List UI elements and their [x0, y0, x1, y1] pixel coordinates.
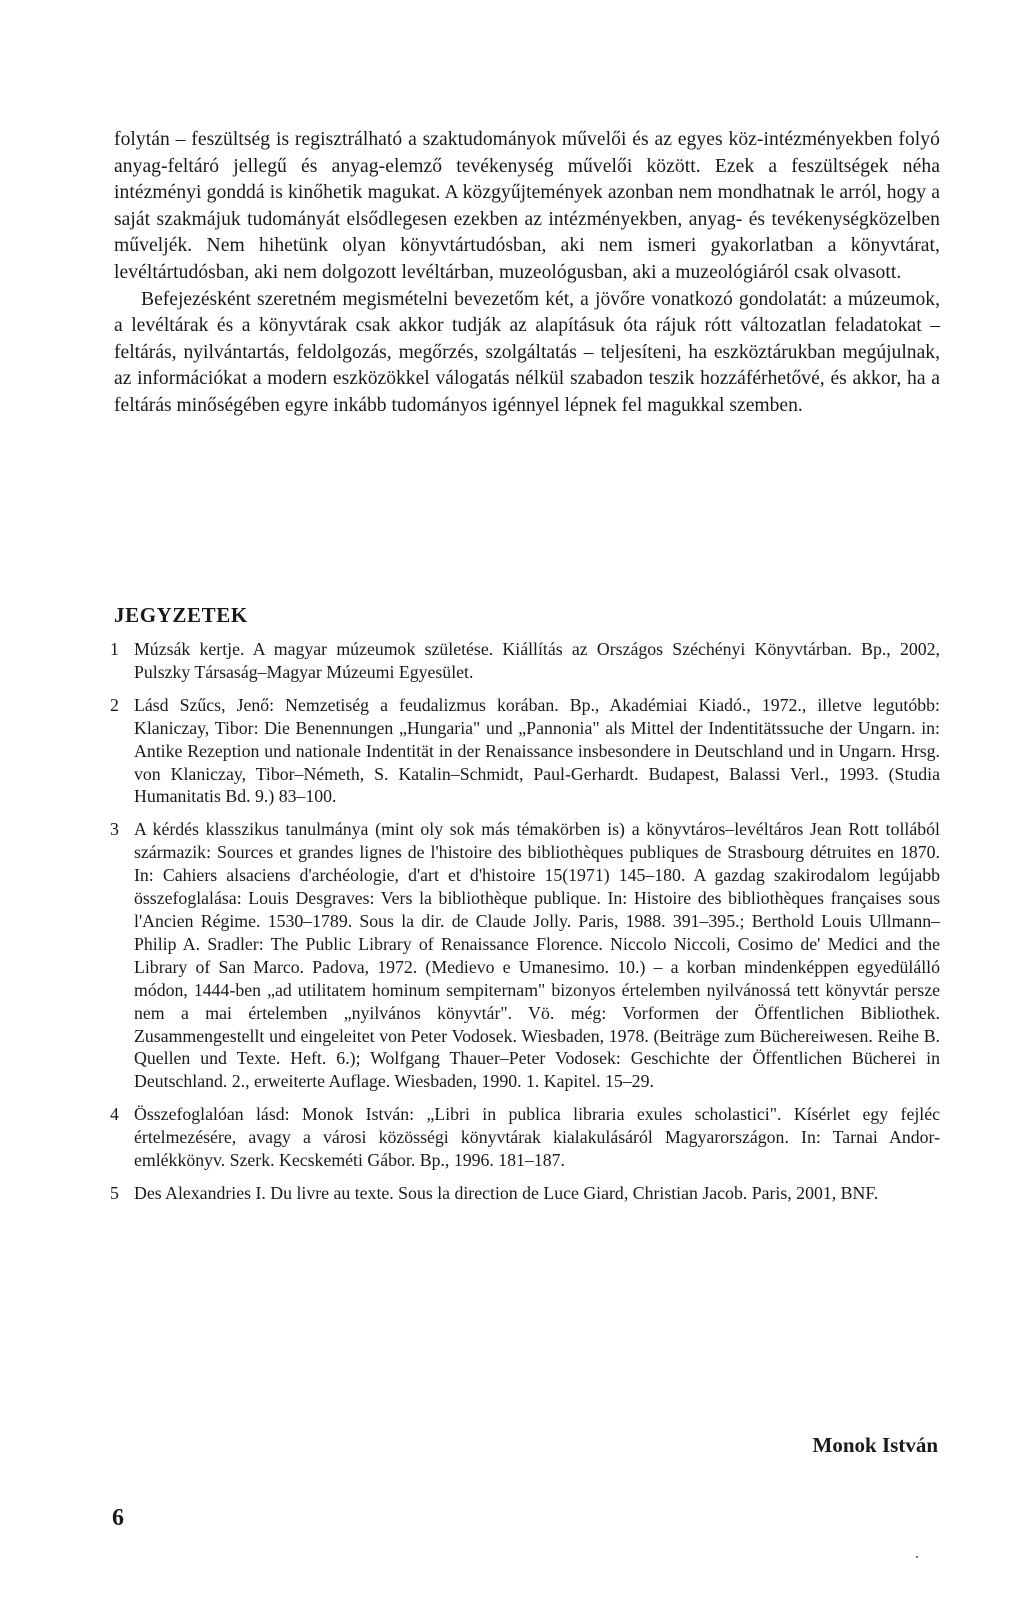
- notes-heading: JEGYZETEK: [114, 603, 248, 627]
- note-item: [110, 694, 940, 809]
- note-number: 1: [110, 639, 119, 659]
- note-number: 5: [110, 1182, 119, 1203]
- note-number: 3: [110, 819, 119, 840]
- body-text: [114, 127, 940, 420]
- note-text: Lásd Szűcs, Jenő: Nemzetiség a feudalizmus korában. Bp., Akadémiai Kiadó., 1972., illetve legutóbb: Klaniczay, Tibor: Die Benennungen „Hungaria" und „Pannonia" als Mittel der Indentitätssuche der Ungarn. in: Antike Rezeption und nationale Indentität in der Renaissance insbesondere in Deutschland und in Ungarn. Hrsg. von Klaniczay, Tibor–Németh, S. Katalin–Schmidt, Paul-Gerhardt. Budapest, Balassi Verl., 1993. (Studia Humanitatis Bd. 9.) 83–100.: [134, 694, 940, 807]
- note-number: 2: [110, 694, 119, 715]
- note-item: [110, 1182, 940, 1205]
- body-paragraph: Befejezésként szeretném megismételni bevezetőm két, a jövőre vonatkozó gondolatát: a múzeumok, a levéltárak és a könyvtárak csak akkor tudják az alapításuk óta rájuk rótt változatlan feladatokat – feltárás, nyilvántartás, feldolgozás, megőrzés, szolgáltatás – teljesíteni, ha eszköztárukban megújulnak, az információkat a modern eszközökkel válogatás nélkül szabadon teszik hozzáférhetővé, és akkor, ha a feltárás minőségében egyre inkább tudományos igénnyel lépnek fel magukkal szemben.: [114, 288, 940, 416]
- note-item: [110, 818, 940, 1093]
- page-number: 6: [112, 1505, 124, 1531]
- notes-list: [110, 638, 940, 1215]
- note-item: [110, 1103, 940, 1172]
- body-paragraph: folytán – feszültség is regisztrálható a szaktudományok művelői és az egyes köz-intézményekben folyó anyag-feltáró jellegű és anyag-elemző tevékenység művelői között. Ezek a feszültségek néha intézményi gonddá is kinőhetik magukat. A közgyűjtemények azonban nem mondhatnak le arról, hogy a saját szakmájuk tudományát elsődlegesen ezekben az intézményekben, anyag- és tevékenységközelben műveljék. Nem hihetünk olyan könyvtártudósban, aki nem ismeri gyakorlatban a könyvtárat, levéltártudósban, aki nem dolgozott levéltárban, muzeológusban, aki a muzeológiáról csak olvasott.: [114, 129, 940, 283]
- note-text: Des Alexandries I. Du livre au texte. Sous la direction de Luce Giard, Christian Jacob. Paris, 2001, BNF.: [134, 1182, 879, 1203]
- scan-speck: [916, 1556, 918, 1558]
- note-text: Múzsák kertje. A magyar múzeumok születése. Kiállítás az Országos Széchényi Könyvtárban. Bp., 2002, Pulszky Társaság–Magyar Múzeumi Egyesület.: [134, 639, 940, 682]
- author-signature: Monok István: [812, 1433, 938, 1457]
- note-item: [110, 638, 940, 684]
- note-text: Összefoglalóan lásd: Monok István: „Libri in publica libraria exules scholastici". Kísérlet egy fejléc értelmezésére, avagy a városi közösségi könyvtárak kialakulásáról Magyarországon. In: Tarnai Andor-emlékkönyv. Szerk. Kecskeméti Gábor. Bp., 1996. 181–187.: [134, 1104, 940, 1171]
- note-number: 4: [110, 1104, 119, 1125]
- note-text: A kérdés klasszikus tanulmánya (mint oly sok más témakörben is) a könyvtáros–levéltáros Jean Rott tollából származik: Sources et grandes lignes de l'histoire des bibliothèques publiques de Strasbourg détruites en 1870. In: Cahiers alsaciens d'archéologie, d'art et d'histoire 15(1971) 145–180. A gazdag szakirodalom legújabb összefoglalása: Louis Desgraves: Vers la bibliothèque publique. In: Histoire des bibliothèques françaises sous l'Ancien Régime. 1530–1789. Sous la dir. de Claude Jolly. Paris, 1988. 391–395.; Berthold Louis Ullmann–Philip A. Sradler: The Public Library of Renaissance Florence. Niccolo Niccoli, Cosimo de' Medici and the Library of San Marco. Padova, 1972. (Medievo e Umanesimo. 10.) – a korban mindenképpen egyedülálló módon, 1444-ben „ad utilitatem hominum sempiternam" bizonyos értelemben nyilvánossá tett könyvtár persze nem a mai értelemben „nyilvános könyvtár". Vö. még: Vorformen der Öffentlichen Bibliothek. Zusammengestellt und eingeleitet von Peter Vodosek. Wiesbaden, 1978. (Beiträge zum Büchereiwesen. Reihe B. Quellen und Texte. Heft. 6.); Wolfgang Thauer–Peter Vodosek: Geschichte der Öffentlichen Bücherei in Deutschland. 2., erweiterte Auflage. Wiesbaden, 1990. 1. Kapitel. 15–29.: [134, 819, 940, 1092]
